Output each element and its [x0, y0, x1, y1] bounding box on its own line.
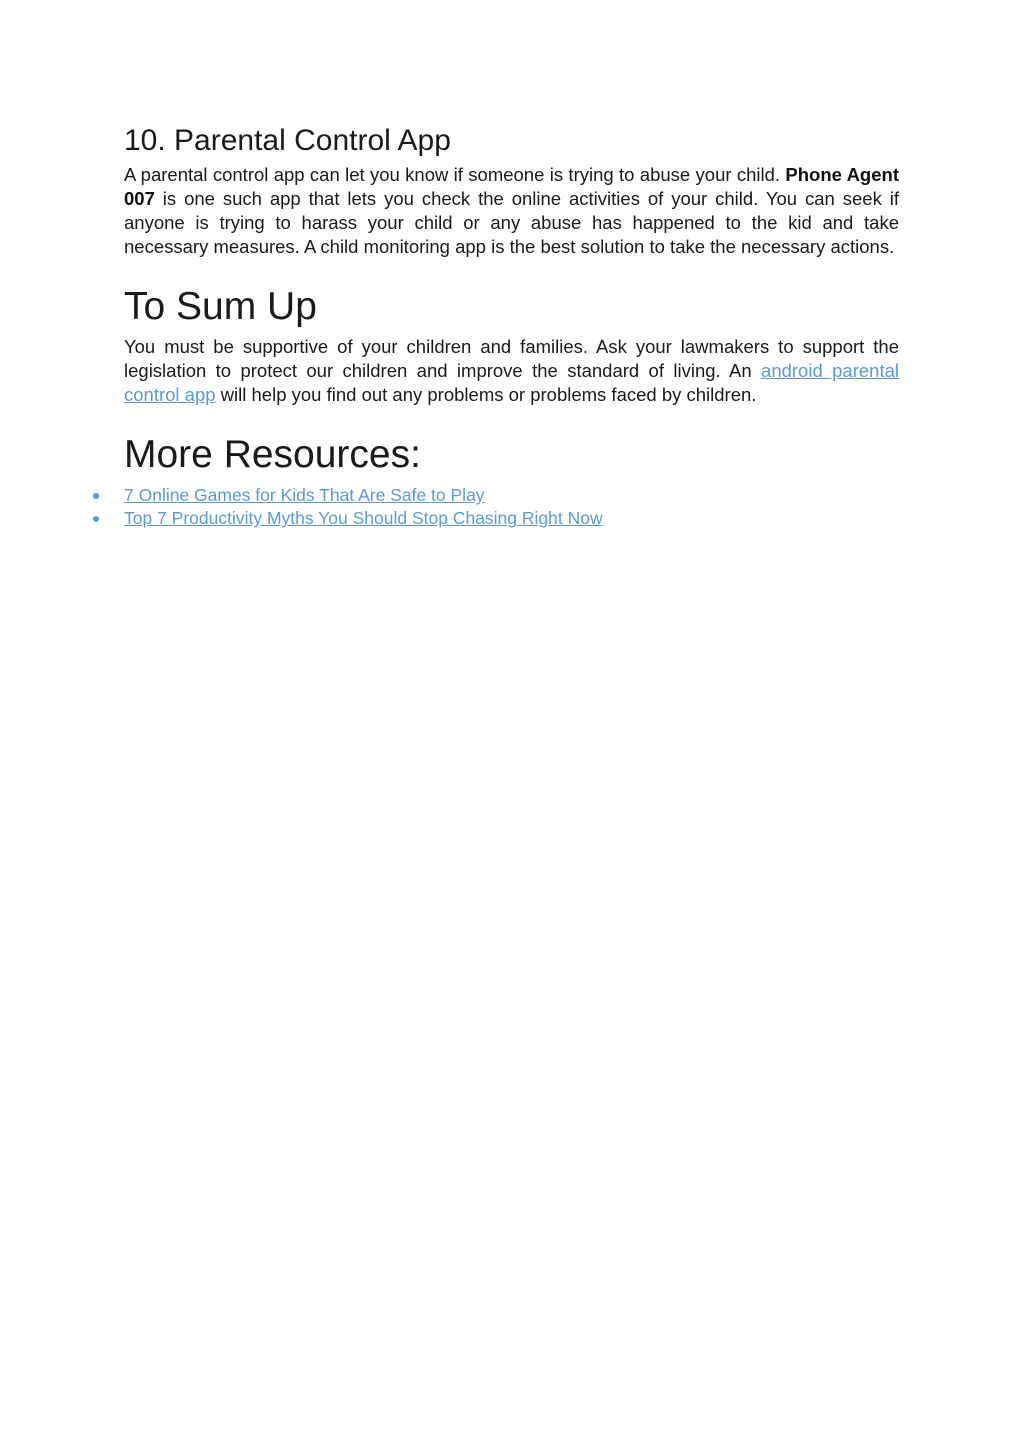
section-more-resources [124, 433, 899, 530]
paragraph-text-start: You must be supportive of your children and families. Ask your lawmakers to support the legislation to protect our children and improve the standard of living. An [124, 336, 899, 382]
app-name-bold: Phone Agent 007 [124, 163, 899, 209]
document-page [124, 124, 899, 530]
resource-link-productivity-myths[interactable]: Top 7 Productivity Myths You Should Stop Chasing Right Now [124, 508, 603, 529]
paragraph-text-end: will help you find out any problems or problems faced by children. [215, 384, 757, 406]
section-heading: More Resources: [124, 433, 421, 477]
resources-list [124, 484, 899, 530]
bullet-icon [93, 516, 99, 522]
android-parental-control-app-link[interactable]: android parental control app [124, 360, 899, 406]
section-parental-control-app [124, 124, 899, 259]
list-item [124, 484, 899, 507]
section-paragraph [124, 163, 899, 259]
section-heading: 10. Parental Control App [124, 124, 451, 157]
resource-link-online-games[interactable]: 7 Online Games for Kids That Are Safe to Play [124, 485, 485, 506]
bullet-icon [93, 493, 99, 499]
section-to-sum-up [124, 285, 899, 408]
paragraph-text-start: A parental control app can let you know if someone is trying to abuse your child. [124, 163, 786, 185]
paragraph-text-end: is one such app that lets you check the online activities of your child. You can seek if anyone is trying to harass your child or any abuse has happened to the kid and take necessary measures. A child monitoring app is the best solution to take the necessary actions. [124, 187, 899, 257]
section-heading: To Sum Up [124, 284, 317, 328]
list-item [124, 507, 899, 530]
section-paragraph [124, 335, 899, 407]
